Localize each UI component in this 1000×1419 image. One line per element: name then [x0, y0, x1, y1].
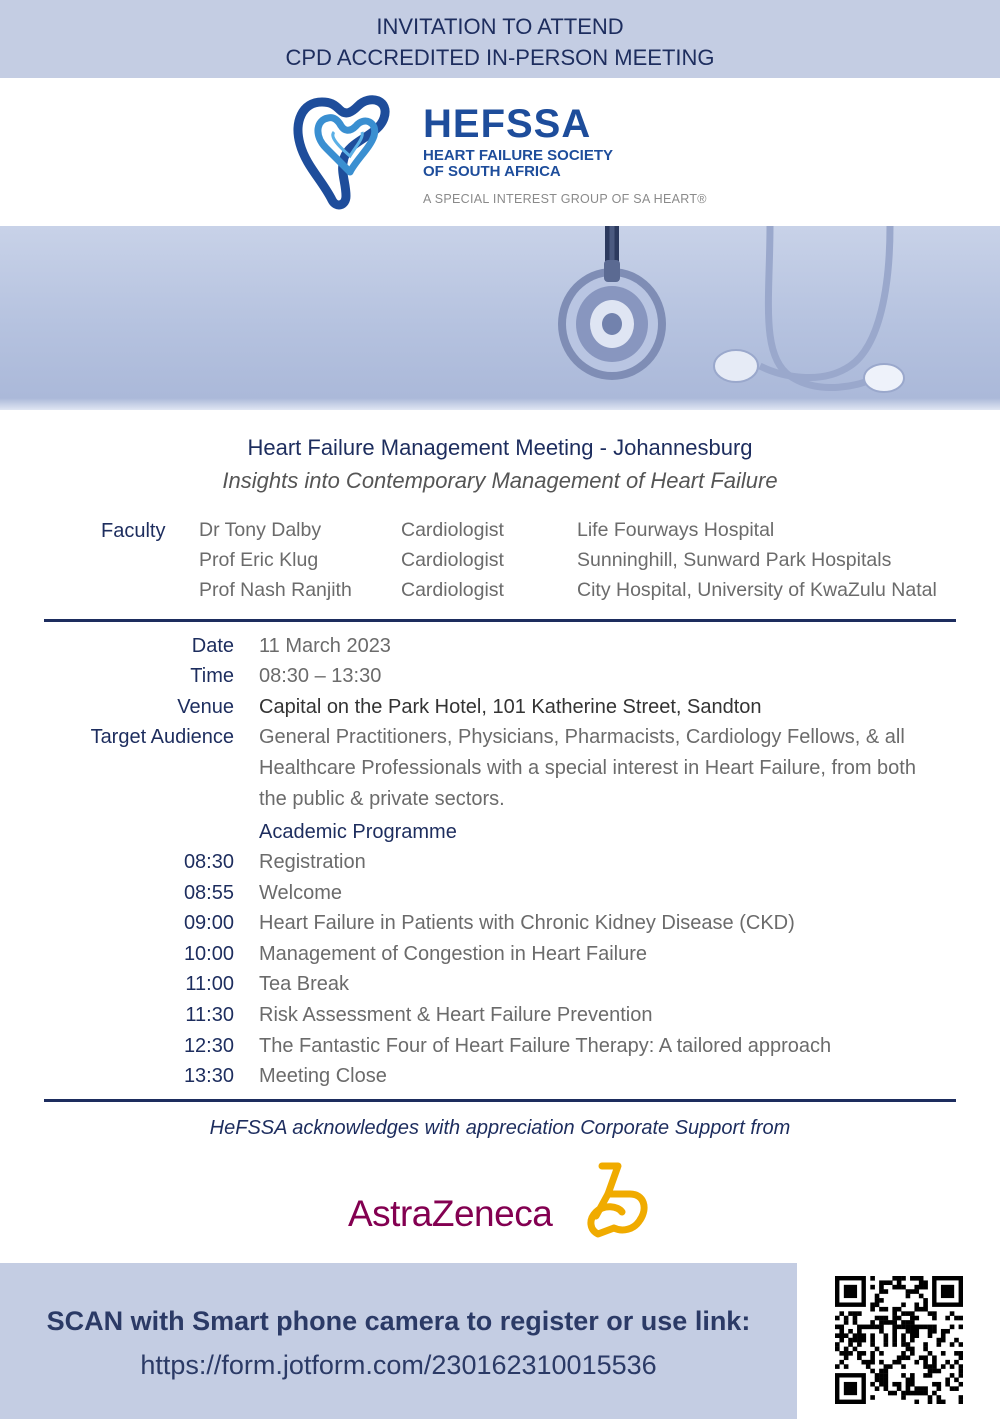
- acknowledgement-text: HeFSSA acknowledges with appreciation Corporate Support from: [209, 1117, 791, 1139]
- programme-item: Meeting Close: [259, 1065, 387, 1087]
- brand-full-name: [423, 148, 683, 180]
- faculty-row: [0, 545, 1000, 575]
- qr-code[interactable]: [835, 1276, 963, 1404]
- stethoscope-icon: [0, 226, 1000, 410]
- programme-title: Academic Programme: [259, 821, 457, 843]
- programme-item: Heart Failure in Patients with Chronic Kidney Disease (CKD): [259, 912, 795, 934]
- programme-time: 09:00: [183, 912, 234, 934]
- brand-full-line-1: HEART FAILURE SOCIETY: [423, 147, 614, 164]
- date-label: Date: [191, 635, 234, 657]
- meeting-subtitle: Insights into Contemporary Management of Heart Failure: [222, 468, 778, 493]
- programme-time: 08:30: [183, 851, 234, 873]
- audience-label: Target Audience: [90, 726, 234, 748]
- meeting-title: Heart Failure Management Meeting - Johannesburg: [247, 435, 753, 460]
- meeting-title-block: [0, 432, 1000, 498]
- programme-time: 10:00: [183, 943, 234, 965]
- date-value: 11 March 2023: [259, 635, 391, 657]
- faculty-label: Faculty: [101, 520, 166, 542]
- venue-value: Capital on the Park Hotel, 101 Katherine Street, Sandton: [259, 696, 762, 718]
- divider: [44, 1099, 956, 1102]
- astrazeneca-symbol-icon: [578, 1160, 652, 1238]
- invitation-line-2: CPD ACCREDITED IN-PERSON MEETING: [285, 45, 715, 70]
- faculty-place: City Hospital, University of KwaZulu Natal: [577, 579, 937, 601]
- brand-tagline: A SPECIAL INTEREST GROUP OF SA HEART®: [423, 192, 707, 206]
- faculty-row: [0, 515, 1000, 545]
- time-value: 08:30 – 13:30: [259, 665, 382, 687]
- programme-item: Welcome: [259, 882, 342, 904]
- programme-item: Tea Break: [259, 973, 350, 995]
- brand-name: HEFSSA: [423, 102, 592, 146]
- sponsor-name: AstraZeneca: [348, 1193, 553, 1234]
- invitation-line-1: INVITATION TO ATTEND: [376, 14, 624, 39]
- audience-value: General Practitioners, Physicians, Pharmacists, Cardiology Fellows, & all Healthcare Professionals with a special interest in Heart Failure, from both the public & private sectors.: [259, 726, 916, 810]
- logo-area: [0, 78, 1000, 226]
- programme-item: Management of Congestion in Heart Failure: [259, 943, 647, 965]
- programme-item: Risk Assessment & Heart Failure Prevention: [259, 1004, 653, 1026]
- divider: [44, 619, 956, 622]
- invitation-banner: [0, 0, 1000, 78]
- sponsor-logo: [348, 1160, 652, 1240]
- faculty-role: Cardiologist: [401, 549, 504, 571]
- programme-time: 12:30: [183, 1035, 234, 1057]
- brand-full-line-2: OF SOUTH AFRICA: [423, 163, 561, 180]
- registration-link[interactable]: https://form.jotform.com/230162310015536: [140, 1350, 657, 1380]
- faculty-place: Life Fourways Hospital: [577, 519, 775, 541]
- programme-time: 11:00: [185, 973, 234, 995]
- heart-logo-icon: [292, 92, 392, 212]
- registration-banner: [0, 1263, 797, 1419]
- faculty-place: Sunninghill, Sunward Park Hospitals: [577, 549, 892, 571]
- faculty-name: Prof Nash Ranjith: [199, 579, 352, 601]
- programme-item: Registration: [259, 851, 366, 873]
- programme-item: The Fantastic Four of Heart Failure Therapy: A tailored approach: [259, 1035, 832, 1057]
- faculty-name: Dr Tony Dalby: [199, 519, 322, 541]
- programme-time: 13:30: [183, 1065, 234, 1087]
- scan-instructions: SCAN with Smart phone camera to register or use link:: [46, 1306, 751, 1336]
- faculty-row: [0, 575, 1000, 605]
- faculty-role: Cardiologist: [401, 579, 504, 601]
- time-label: Time: [190, 665, 234, 687]
- venue-label: Venue: [177, 696, 234, 718]
- faculty-name: Prof Eric Klug: [199, 549, 319, 571]
- stethoscope-hero-image: [0, 226, 1000, 410]
- programme-time: 11:30: [185, 1004, 234, 1026]
- programme-time: 08:55: [183, 882, 234, 904]
- faculty-role: Cardiologist: [401, 519, 504, 541]
